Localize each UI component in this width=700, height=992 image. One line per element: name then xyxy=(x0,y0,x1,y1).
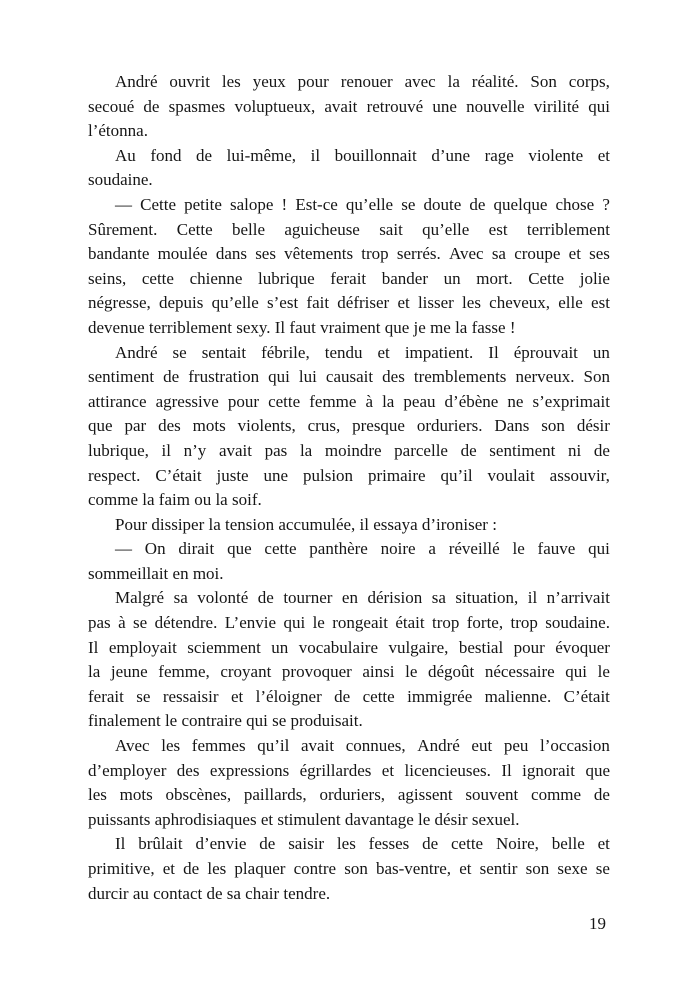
text-block xyxy=(88,70,610,906)
text-line: comme la faim ou la soif. xyxy=(88,490,262,510)
paragraph xyxy=(88,193,610,341)
paragraph xyxy=(88,144,610,193)
text-line: Au fond de lui-même, il bouillonnait d’une rage violente et xyxy=(115,145,610,165)
text-line: André se sentait fébrile, tendu et impatient. Il éprouvait un xyxy=(115,342,610,362)
text-line: les mots obscènes, paillards, orduriers, agissent souvent comme de xyxy=(88,785,610,805)
text-line: finalement le contraire qui se produisait. xyxy=(88,711,363,731)
paragraph xyxy=(88,586,610,734)
text-line: primitive, et de les plaquer contre son bas-ventre, et sentir son sexe se xyxy=(88,859,610,878)
text-line: ferait se ressaisir et l’éloigner de cette immigrée malienne. C’était xyxy=(88,686,610,706)
text-line: Malgré sa volonté de tourner en dérision sa situation, il n’arrivait xyxy=(115,588,610,608)
text-line: Il employait sciemment un vocabulaire vulgaire, bestial pour évoquer xyxy=(88,637,610,657)
text-line: soudaine. xyxy=(88,170,153,190)
text-line: devenue terriblement sexy. Il faut vraiment que je me la fasse ! xyxy=(88,317,516,337)
text-line: seins, cette chienne lubrique ferait bander un mort. Cette jolie xyxy=(88,268,610,288)
text-line: attirance agressive pour cette femme à la peau d’ébène ne s’exprimait xyxy=(88,391,610,411)
text-line: André ouvrit les yeux pour renouer avec la réalité. Son corps, xyxy=(115,72,610,91)
text-line: durcir au contact de sa chair tendre. xyxy=(88,883,331,903)
text-line: Pour dissiper la tension accumulée, il essaya d’ironiser : xyxy=(115,514,497,534)
text-line: que par des mots violents, crus, presque orduriers. Dans son désir xyxy=(88,416,610,436)
text-line: Avec les femmes qu’il avait connues, André eut peu l’occasion xyxy=(115,736,610,756)
text-line: Sûrement. Cette belle aguicheuse sait qu’elle est terriblement xyxy=(88,219,610,239)
text-line: bandante moulée dans ses vêtements trop serrés. Avec sa croupe et ses xyxy=(88,244,610,264)
text-line: pas à se détendre. L’envie qui le rongeait était trop forte, trop soudaine. xyxy=(88,613,610,633)
text-line: l’étonna. xyxy=(88,121,148,141)
text-line: la jeune femme, croyant provoquer ainsi le dégoût nécessaire qui le xyxy=(88,662,610,682)
paragraph xyxy=(88,341,610,513)
text-line: sentiment de frustration qui lui causait des tremblements nerveux. Son xyxy=(88,367,610,387)
paragraph xyxy=(88,832,610,906)
paragraph xyxy=(88,513,610,538)
text-line: négresse, depuis qu’elle s’est fait défriser et lisser les cheveux, elle est xyxy=(88,293,610,313)
text-line: lubrique, il n’y avait pas la moindre parcelle de sentiment ni de xyxy=(88,440,610,460)
paragraph xyxy=(88,537,610,586)
text-line: d’employer des expressions égrillardes et licencieuses. Il ignorait que xyxy=(88,760,610,780)
text-line: Il brûlait d’envie de saisir les fesses de cette Noire, belle et xyxy=(115,834,610,854)
text-line: respect. C’était juste une pulsion primaire qu’il voulait assouvir, xyxy=(88,465,610,485)
text-line: secoué de spasmes voluptueux, avait retrouvé une nouvelle virilité qui xyxy=(88,96,610,116)
text-line: sommeillait en moi. xyxy=(88,563,224,583)
text-line: — On dirait que cette panthère noire a réveillé le fauve qui xyxy=(115,539,610,559)
page-number: 19 xyxy=(589,914,606,933)
paragraph xyxy=(88,70,610,144)
text-line: — Cette petite salope ! Est-ce qu’elle se doute de quelque chose ? xyxy=(115,194,610,214)
text-line: puissants aphrodisiaques et stimulent davantage le désir sexuel. xyxy=(88,809,520,829)
paragraph xyxy=(88,734,610,832)
